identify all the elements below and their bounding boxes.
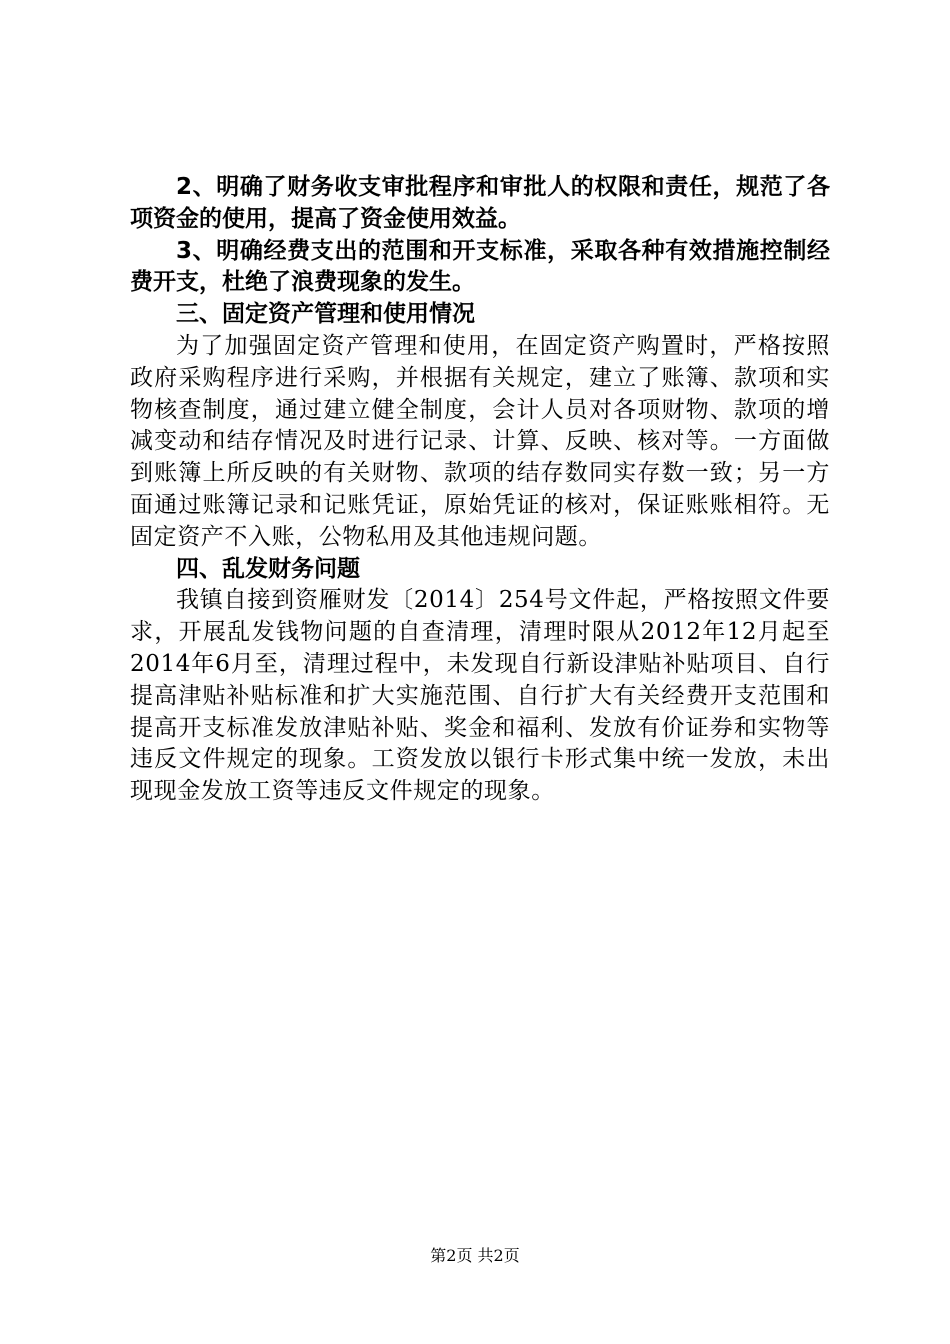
paragraph-financial-issues: 我镇自接到资雁财发〔2014〕254号文件起，严格按照文件要求，开展乱发钱物问题的自查清理，清理时限从2012年12月起至2014年6月至，清理过程中，未发现自行新设津贴补贴项目、自行提高津贴补贴标准和扩大实施范围、自行扩大有关经费开支范围和提高开支标准发放津贴补贴、奖金和福利、发放有价证券和实物等违反文件规定的现象。工资发放以银行卡形式集中统一发放，未出现现金发放工资等违反文件规定的现象。 [130, 587, 830, 805]
paragraph-approval-procedure: 2、明确了财务收支审批程序和审批人的权限和责任，规范了各项资金的使用，提高了资金使用效益。 [130, 174, 830, 232]
page-number-footer: 第2页 共2页 [430, 1246, 520, 1265]
paragraph-fixed-assets: 为了加强固定资产管理和使用，在固定资产购置时，严格按照政府采购程序进行采购，并根据有关规定，建立了账簿、款项和实物核查制度，通过建立健全制度，会计人员对各项财物、款项的增减变动和结存情况及时进行记录、计算、反映、核对等。一方面做到账簿上所反映的有关财物、款项的结存数同实存数一致；另一方面通过账簿记录和记账凭证，原始凭证的核对，保证账账相符。无固定资产不入账，公物私用及其他违规问题。 [130, 332, 830, 550]
section-heading-fixed-assets: 三、固定资产管理和使用情况 [176, 301, 475, 328]
document-body [130, 172, 830, 808]
section-heading-financial-issues: 四、乱发财务问题 [176, 555, 360, 582]
paragraph-expense-standards: 3、明确经费支出的范围和开支标准，采取各种有效措施控制经费开支，杜绝了浪费现象的发生。 [130, 237, 830, 296]
